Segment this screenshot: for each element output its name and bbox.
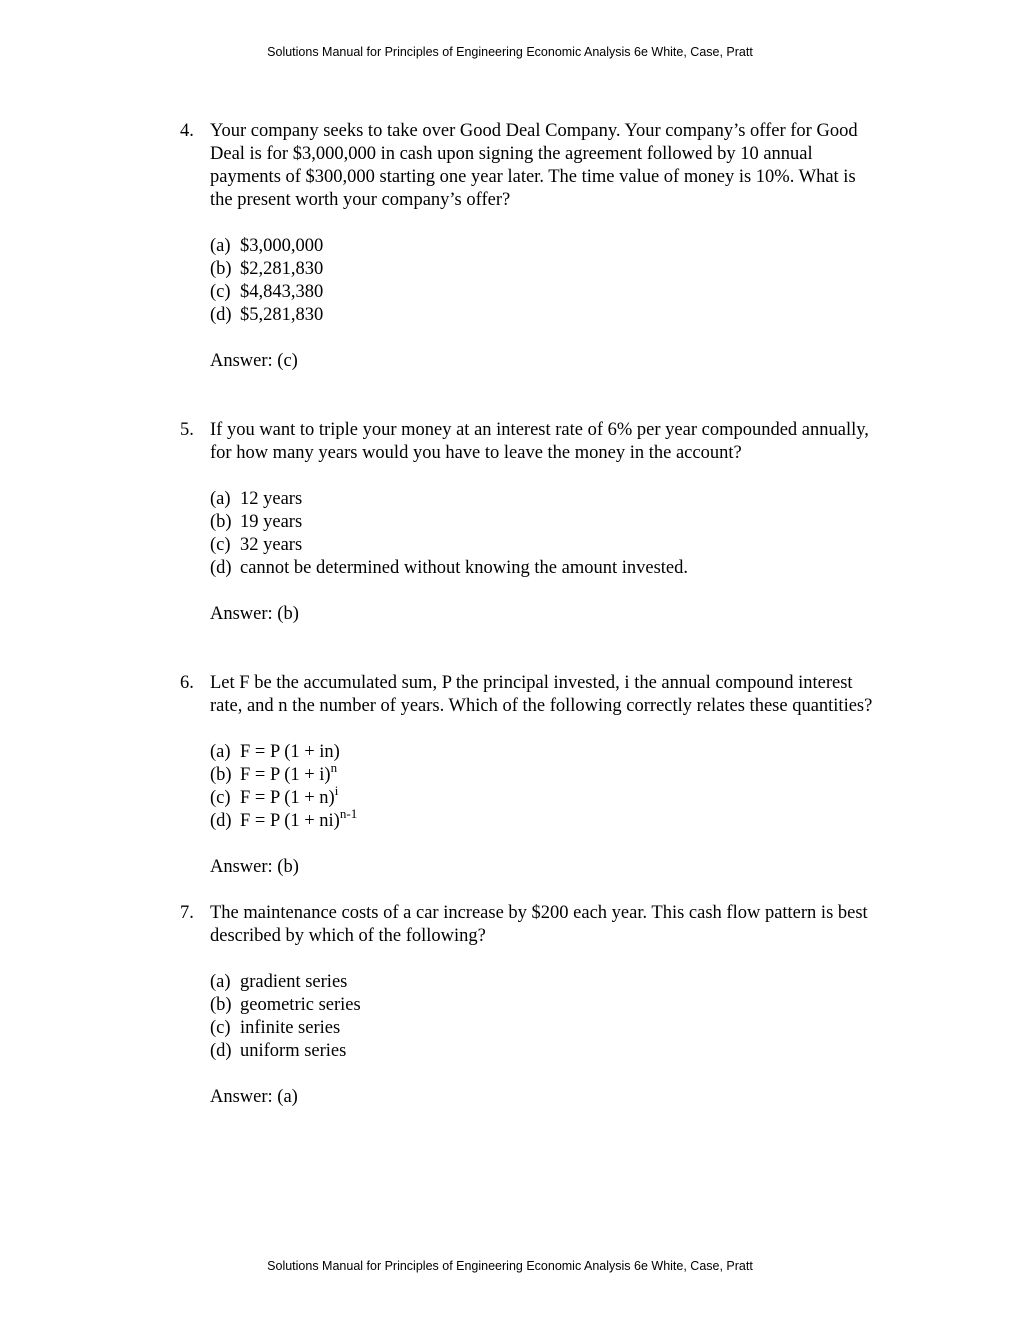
- option-label: (d): [210, 1041, 232, 1061]
- formula-base: F = P (1 + in): [240, 742, 340, 762]
- option-text: 32 years: [240, 535, 303, 555]
- option-text: $3,000,000: [240, 236, 324, 256]
- formula-exponent: n: [330, 759, 338, 775]
- page-footer: Solutions Manual for Principles of Engineering Economic Analysis 6e White, Case, Pratt: [267, 1259, 753, 1273]
- option-text: cannot be determined without knowing the amount invested.: [240, 558, 689, 578]
- option-list: [210, 971, 880, 1063]
- option-text: 19 years: [240, 512, 303, 532]
- option-b: [210, 759, 880, 787]
- option-label: (c): [210, 535, 231, 555]
- formula: [240, 759, 338, 785]
- question-text: The maintenance costs of a car increase by $200 each year. This cash flow pattern is best described by which of the following?: [210, 903, 868, 946]
- option-d: [210, 304, 880, 327]
- option-d: [210, 805, 880, 833]
- formula: [240, 782, 339, 808]
- question-number: 7.: [180, 903, 194, 923]
- option-label: (d): [210, 558, 232, 578]
- option-text: uniform series: [240, 1041, 347, 1061]
- formula-base: F = P (1 + i): [240, 765, 331, 785]
- formula-exponent: i: [334, 782, 339, 798]
- question-text: If you want to triple your money at an interest rate of 6% per year compounded annually, for how many years would you have to leave the money in the account?: [210, 420, 869, 463]
- option-label: (d): [210, 811, 232, 831]
- option-label: (b): [210, 259, 232, 279]
- option-text: gradient series: [240, 972, 348, 992]
- option-text: geometric series: [240, 995, 361, 1015]
- question-list: [180, 120, 880, 1109]
- answer-text: Answer: (c): [210, 351, 298, 371]
- question-6: [180, 672, 880, 879]
- question-number: 4.: [180, 121, 194, 141]
- option-a: [210, 971, 880, 994]
- option-a: [210, 741, 880, 764]
- option-d: [210, 557, 880, 580]
- question-5: [180, 419, 880, 626]
- option-label: (b): [210, 512, 232, 532]
- option-b: [210, 994, 880, 1017]
- option-c: [210, 534, 880, 557]
- option-text: $2,281,830: [240, 259, 324, 279]
- option-b: [210, 511, 880, 534]
- option-a: [210, 235, 880, 258]
- option-label: (b): [210, 765, 232, 785]
- answer-text: Answer: (b): [210, 857, 299, 877]
- option-text: infinite series: [240, 1018, 341, 1038]
- question-number: 6.: [180, 673, 194, 693]
- formula-base: F = P (1 + n): [240, 788, 335, 808]
- option-c: [210, 1017, 880, 1040]
- question-4: [180, 120, 880, 373]
- formula-exponent: n-1: [339, 805, 358, 821]
- question-7: [180, 902, 880, 1109]
- option-label: (c): [210, 282, 231, 302]
- option-label: (b): [210, 995, 232, 1015]
- question-text: Let F be the accumulated sum, P the principal invested, i the annual compound interest rate, and n the number of years. Which of the following correctly relates these quantities?: [210, 673, 873, 716]
- question-number: 5.: [180, 420, 194, 440]
- option-text: $4,843,380: [240, 282, 324, 302]
- option-list: [210, 235, 880, 327]
- option-label: (a): [210, 742, 231, 762]
- option-label: (c): [210, 788, 231, 808]
- option-list: [210, 488, 880, 580]
- answer-text: Answer: (a): [210, 1087, 298, 1107]
- option-label: (c): [210, 1018, 231, 1038]
- option-d: [210, 1040, 880, 1063]
- option-c: [210, 281, 880, 304]
- option-label: (a): [210, 236, 231, 256]
- option-b: [210, 258, 880, 281]
- option-label: (a): [210, 972, 231, 992]
- answer-text: Answer: (b): [210, 604, 299, 624]
- option-label: (d): [210, 305, 232, 325]
- option-label: (a): [210, 489, 231, 509]
- page-header: Solutions Manual for Principles of Engineering Economic Analysis 6e White, Case, Pratt: [267, 45, 753, 59]
- option-c: [210, 782, 880, 810]
- formula-base: F = P (1 + ni): [240, 811, 340, 831]
- option-text: 12 years: [240, 489, 303, 509]
- option-list: [210, 741, 880, 833]
- question-text: Your company seeks to take over Good Deal Company. Your company’s offer for Good Deal is for $3,000,000 in cash upon signing the agreement followed by 10 annual payments of $300,000 starting one year later. The time value of money is 10%. What is the present worth your company’s offer?: [210, 121, 858, 210]
- formula: [240, 742, 340, 762]
- option-a: [210, 488, 880, 511]
- formula: [240, 805, 358, 831]
- option-text: $5,281,830: [240, 305, 324, 325]
